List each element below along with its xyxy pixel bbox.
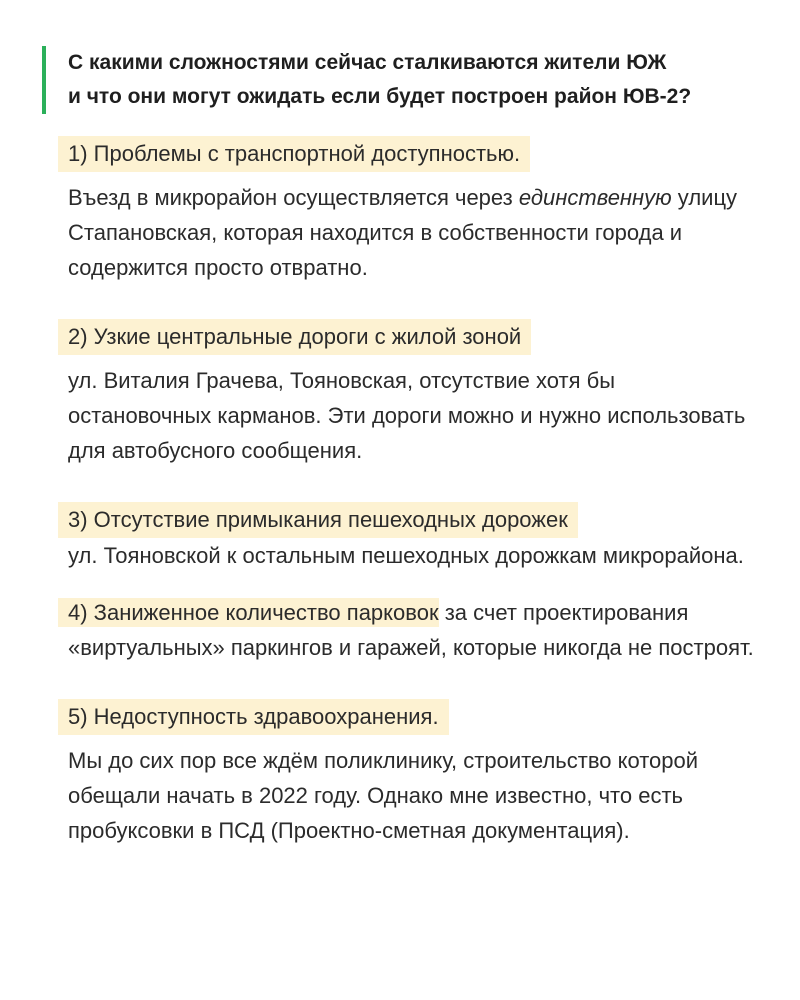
item-title: 1) Проблемы с транспортной доступностью.	[58, 136, 530, 172]
list-item	[68, 136, 758, 285]
item-text-emphasis: единственную	[518, 185, 672, 210]
items-list	[68, 136, 758, 848]
item-text: ул. Виталия Грачева, Тояновская, отсутствие хотя бы остановочных карманов. Эти дороги можно и нужно использовать для автобусного сообщения.	[68, 368, 746, 463]
item-text: ул. Тояновской к остальным пешеходных дорожкам микрорайона.	[68, 543, 744, 568]
item-text-part: за счет проектирования «виртуальных» паркингов и гаражей, которые никогда не построят.	[68, 600, 754, 660]
list-item	[68, 595, 758, 665]
item-title: 3) Отсутствие примыкания пешеходных дорожек	[58, 502, 578, 538]
item-text	[68, 595, 758, 665]
list-item	[68, 319, 758, 468]
item-title: 2) Узкие центральные дороги с жилой зоной	[58, 319, 531, 355]
item-title: 4) Заниженное количество парковок	[58, 598, 439, 627]
page-title: С какими сложностями сейчас сталкиваются жители ЮЖ и что они могут ожидать если будет построен район ЮВ-2?	[68, 51, 692, 108]
accent-bar	[42, 46, 46, 114]
item-text: Мы до сих пор все ждём поликлинику, строительство которой обещали начать в 2022 году. Однако мне известно, что есть пробуксовки в ПСД (Проектно-сметная документация).	[68, 748, 699, 843]
list-item	[68, 699, 758, 848]
item-text-part: улицу Стапановская, которая находится в собственности города и содержится просто отвратно.	[68, 185, 738, 280]
item-text	[68, 180, 758, 285]
header	[42, 46, 772, 114]
item-title: 5) Недоступность здравоохранения.	[58, 699, 449, 735]
item-text-part: Въезд в микрорайон осуществляется через	[68, 185, 519, 210]
list-item	[68, 502, 758, 573]
